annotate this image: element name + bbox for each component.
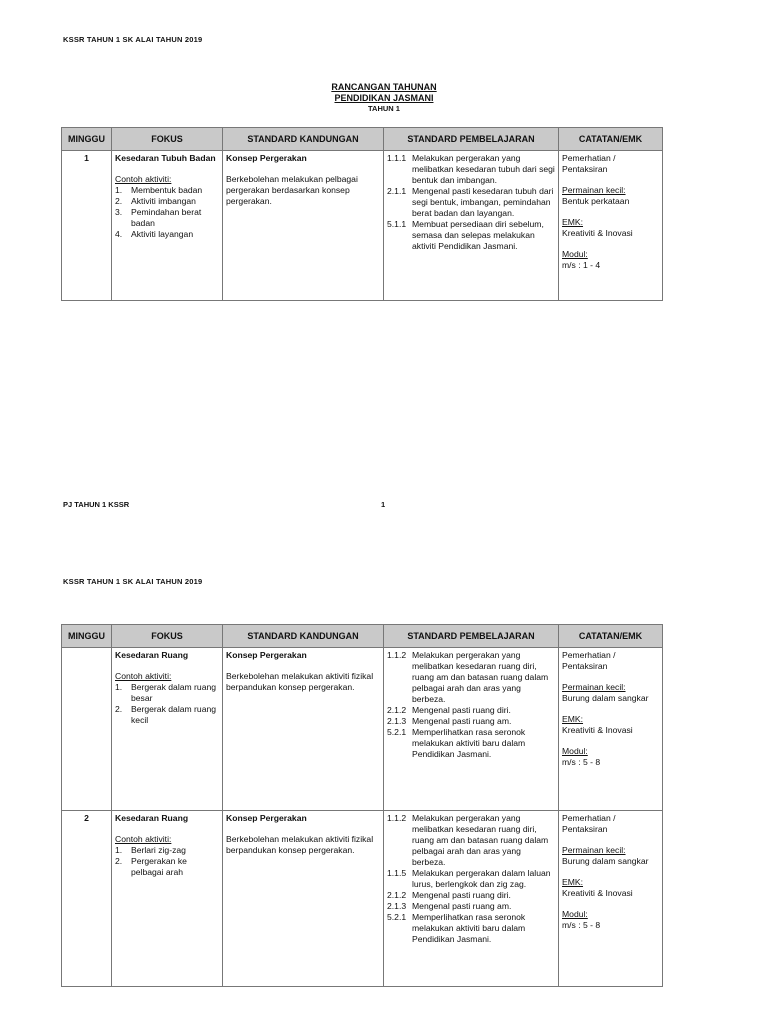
page-header: KSSR TAHUN 1 SK ALAI TAHUN 2019: [63, 35, 203, 44]
sp-code: 2.1.2: [387, 705, 407, 715]
page-footer-label: PJ TAHUN 1 KSSR: [63, 500, 130, 509]
list-item: [387, 186, 555, 219]
list-item: [387, 890, 555, 901]
list-item: [115, 856, 219, 878]
permainan-text: Bentuk perkataan: [562, 196, 630, 206]
title-subject: PENDIDIKAN JASMANI: [334, 93, 434, 103]
col-header-minggu: MINGGU: [62, 128, 112, 151]
emk-text: Kreativiti & Inovasi: [562, 228, 633, 238]
activity-text: Aktiviti layangan: [131, 229, 194, 239]
emk-label: EMK:: [562, 217, 584, 227]
cell-minggu: [62, 151, 112, 301]
list-item: [387, 901, 555, 912]
cell-fokus: [112, 811, 223, 987]
sk-title: Konsep Pergerakan: [226, 153, 307, 163]
contoh-aktiviti-label: Contoh aktiviti:: [115, 671, 172, 681]
cell-standard-kandungan: [223, 151, 384, 301]
sp-code: 2.1.3: [387, 716, 407, 726]
list-item: [387, 912, 555, 945]
modul-label: Modul:: [562, 249, 588, 259]
emk-label: EMK:: [562, 714, 584, 724]
activity-number: 2.: [115, 196, 123, 206]
table-row: [62, 811, 663, 987]
sk-title: Konsep Pergerakan: [226, 813, 307, 823]
permainan-text: Burung dalam sangkar: [562, 693, 649, 703]
list-item: [115, 682, 219, 704]
permainan-text: Burung dalam sangkar: [562, 856, 649, 866]
cell-fokus: [112, 151, 223, 301]
sp-text: Melakukan pergerakan yang melibatkan kesedaran ruang diri, ruang am dan batasan ruang dalam pelbagai arah dan aras yang berbeza.: [412, 813, 549, 867]
page-header-2: KSSR TAHUN 1 SK ALAI TAHUN 2019: [63, 577, 203, 586]
week-number: 2: [84, 813, 89, 823]
cell-catatan-emk: [559, 648, 663, 811]
table-row: [62, 648, 663, 811]
pemerhatian-text: Pemerhatian / Pentaksiran: [562, 813, 616, 834]
modul-label: Modul:: [562, 909, 588, 919]
activity-text: Membentuk badan: [131, 185, 203, 195]
contoh-aktiviti-label: Contoh aktiviti:: [115, 174, 172, 184]
sp-text: Memperlihatkan rasa seronok melakukan aktiviti baru dalam Pendidikan Jasmani.: [412, 912, 526, 944]
plan-table-page-2: [61, 624, 663, 987]
table-row: [62, 151, 663, 301]
cell-catatan-emk: [559, 151, 663, 301]
cell-standard-pembelajaran: [384, 648, 559, 811]
list-item: [387, 716, 555, 727]
cell-standard-pembelajaran: [384, 811, 559, 987]
activity-text: Bergerak dalam ruang besar: [131, 682, 217, 703]
cell-catatan-emk: [559, 811, 663, 987]
col-header-fokus: FOKUS: [112, 128, 223, 151]
activity-number: 1.: [115, 682, 123, 692]
emk-text: Kreativiti & Inovasi: [562, 725, 633, 735]
sk-text: Berkebolehan melakukan pelbagai pergerakan berdasarkan konsep pergerakan.: [226, 174, 358, 206]
list-item: [387, 813, 555, 868]
activity-number: 1.: [115, 845, 123, 855]
page-number: 1: [381, 500, 386, 509]
sp-code: 5.2.1: [387, 912, 407, 922]
week-number: 1: [84, 153, 89, 163]
plan-table-page-1: [61, 127, 663, 301]
fokus-title: Kesedaran Tubuh Badan: [115, 153, 216, 163]
emk-text: Kreativiti & Inovasi: [562, 888, 633, 898]
activity-list: [115, 185, 219, 240]
activity-text: Pergerakan ke pelbagai arah: [131, 856, 187, 877]
col-header-standard-kandungan: STANDARD KANDUNGAN: [223, 625, 384, 648]
list-item: [387, 868, 555, 890]
list-item: [387, 727, 555, 760]
col-header-fokus: FOKUS: [112, 625, 223, 648]
activity-text: Bergerak dalam ruang kecil: [131, 704, 217, 725]
permainan-label: Permainan kecil:: [562, 682, 626, 692]
fokus-title: Kesedaran Ruang: [115, 650, 189, 660]
cell-minggu: [62, 648, 112, 811]
col-header-standard-kandungan: STANDARD KANDUNGAN: [223, 128, 384, 151]
modul-label: Modul:: [562, 746, 588, 756]
contoh-aktiviti-label: Contoh aktiviti:: [115, 834, 172, 844]
sp-text: Mengenal pasti ruang diri.: [412, 705, 511, 715]
list-item: [387, 650, 555, 705]
sk-text: Berkebolehan melakukan aktiviti fizikal berpandukan konsep pergerakan.: [226, 834, 374, 855]
sp-text: Mengenal pasti ruang am.: [412, 901, 512, 911]
sp-code: 5.2.1: [387, 727, 407, 737]
sp-text: Mengenal pasti kesedaran tubuh dari segi bentuk, imbangan, pemindahan berat badan dan layangan.: [412, 186, 554, 218]
title-year: TAHUN 1: [368, 104, 400, 113]
fokus-title: Kesedaran Ruang: [115, 813, 189, 823]
emk-label: EMK:: [562, 877, 584, 887]
sp-text: Melakukan pergerakan yang melibatkan kesedaran tubuh dari segi bentuk dan imbangan.: [412, 153, 555, 185]
list-item: [115, 229, 219, 240]
activity-text: Berlari zig-zag: [131, 845, 186, 855]
table-header-row: [62, 128, 663, 151]
activity-number: 1.: [115, 185, 123, 195]
sp-text: Mengenal pasti ruang am.: [412, 716, 512, 726]
activity-number: 2.: [115, 704, 123, 714]
cell-standard-pembelajaran: [384, 151, 559, 301]
list-item: [387, 219, 555, 252]
pemerhatian-text: Pemerhatian / Pentaksiran: [562, 153, 616, 174]
list-item: [115, 185, 219, 196]
document-title: [0, 82, 768, 114]
sp-text: Membuat persediaan diri sebelum, semasa dan selepas melakukan aktiviti Pendidikan Jasmani.: [412, 219, 544, 251]
activity-list: [115, 682, 219, 726]
sp-code: 1.1.1: [387, 153, 407, 163]
table-header-row: [62, 625, 663, 648]
cell-standard-kandungan: [223, 648, 384, 811]
sk-text: Berkebolehan melakukan aktiviti fizikal berpandukan konsep pergerakan.: [226, 671, 374, 692]
activity-number: 2.: [115, 856, 123, 866]
col-header-standard-pembelajaran: STANDARD PEMBELAJARAN: [384, 128, 559, 151]
sp-text: Melakukan pergerakan yang melibatkan kesedaran ruang diri, ruang am dan batasan ruang dalam pelbagai arah dan aras yang berbeza.: [412, 650, 549, 704]
sp-code: 2.1.3: [387, 901, 407, 911]
list-item: [387, 153, 555, 186]
modul-text: m/s : 5 - 8: [562, 920, 601, 930]
title-rancangan: RANCANGAN TAHUNAN: [331, 82, 437, 92]
sp-text: Memperlihatkan rasa seronok melakukan aktiviti baru dalam Pendidikan Jasmani.: [412, 727, 526, 759]
activity-text: Aktiviti imbangan: [131, 196, 196, 206]
activity-text: Pemindahan berat badan: [131, 207, 202, 228]
list-item: [115, 704, 219, 726]
list-item: [387, 705, 555, 716]
list-item: [115, 845, 219, 856]
permainan-label: Permainan kecil:: [562, 185, 626, 195]
col-header-minggu: MINGGU: [62, 625, 112, 648]
sp-text: Mengenal pasti ruang diri.: [412, 890, 511, 900]
col-header-standard-pembelajaran: STANDARD PEMBELAJARAN: [384, 625, 559, 648]
cell-fokus: [112, 648, 223, 811]
modul-text: m/s : 5 - 8: [562, 757, 601, 767]
sp-code: 2.1.1: [387, 186, 407, 196]
sp-code: 1.1.2: [387, 813, 407, 823]
sp-code: 2.1.2: [387, 890, 407, 900]
sp-text: Melakukan pergerakan dalam laluan lurus, berlengkok dan zig zag.: [412, 868, 551, 889]
sk-title: Konsep Pergerakan: [226, 650, 307, 660]
pemerhatian-text: Pemerhatian / Pentaksiran: [562, 650, 616, 671]
col-header-catatan-emk: CATATAN/EMK: [559, 128, 663, 151]
activity-list: [115, 845, 219, 878]
modul-text: m/s : 1 - 4: [562, 260, 601, 270]
activity-number: 3.: [115, 207, 123, 217]
sp-code: 1.1.2: [387, 650, 407, 660]
col-header-catatan-emk: CATATAN/EMK: [559, 625, 663, 648]
sp-code: 1.1.5: [387, 868, 407, 878]
activity-number: 4.: [115, 229, 123, 239]
cell-standard-kandungan: [223, 811, 384, 987]
list-item: [115, 196, 219, 207]
list-item: [115, 207, 219, 229]
cell-minggu: [62, 811, 112, 987]
sp-code: 5.1.1: [387, 219, 407, 229]
permainan-label: Permainan kecil:: [562, 845, 626, 855]
